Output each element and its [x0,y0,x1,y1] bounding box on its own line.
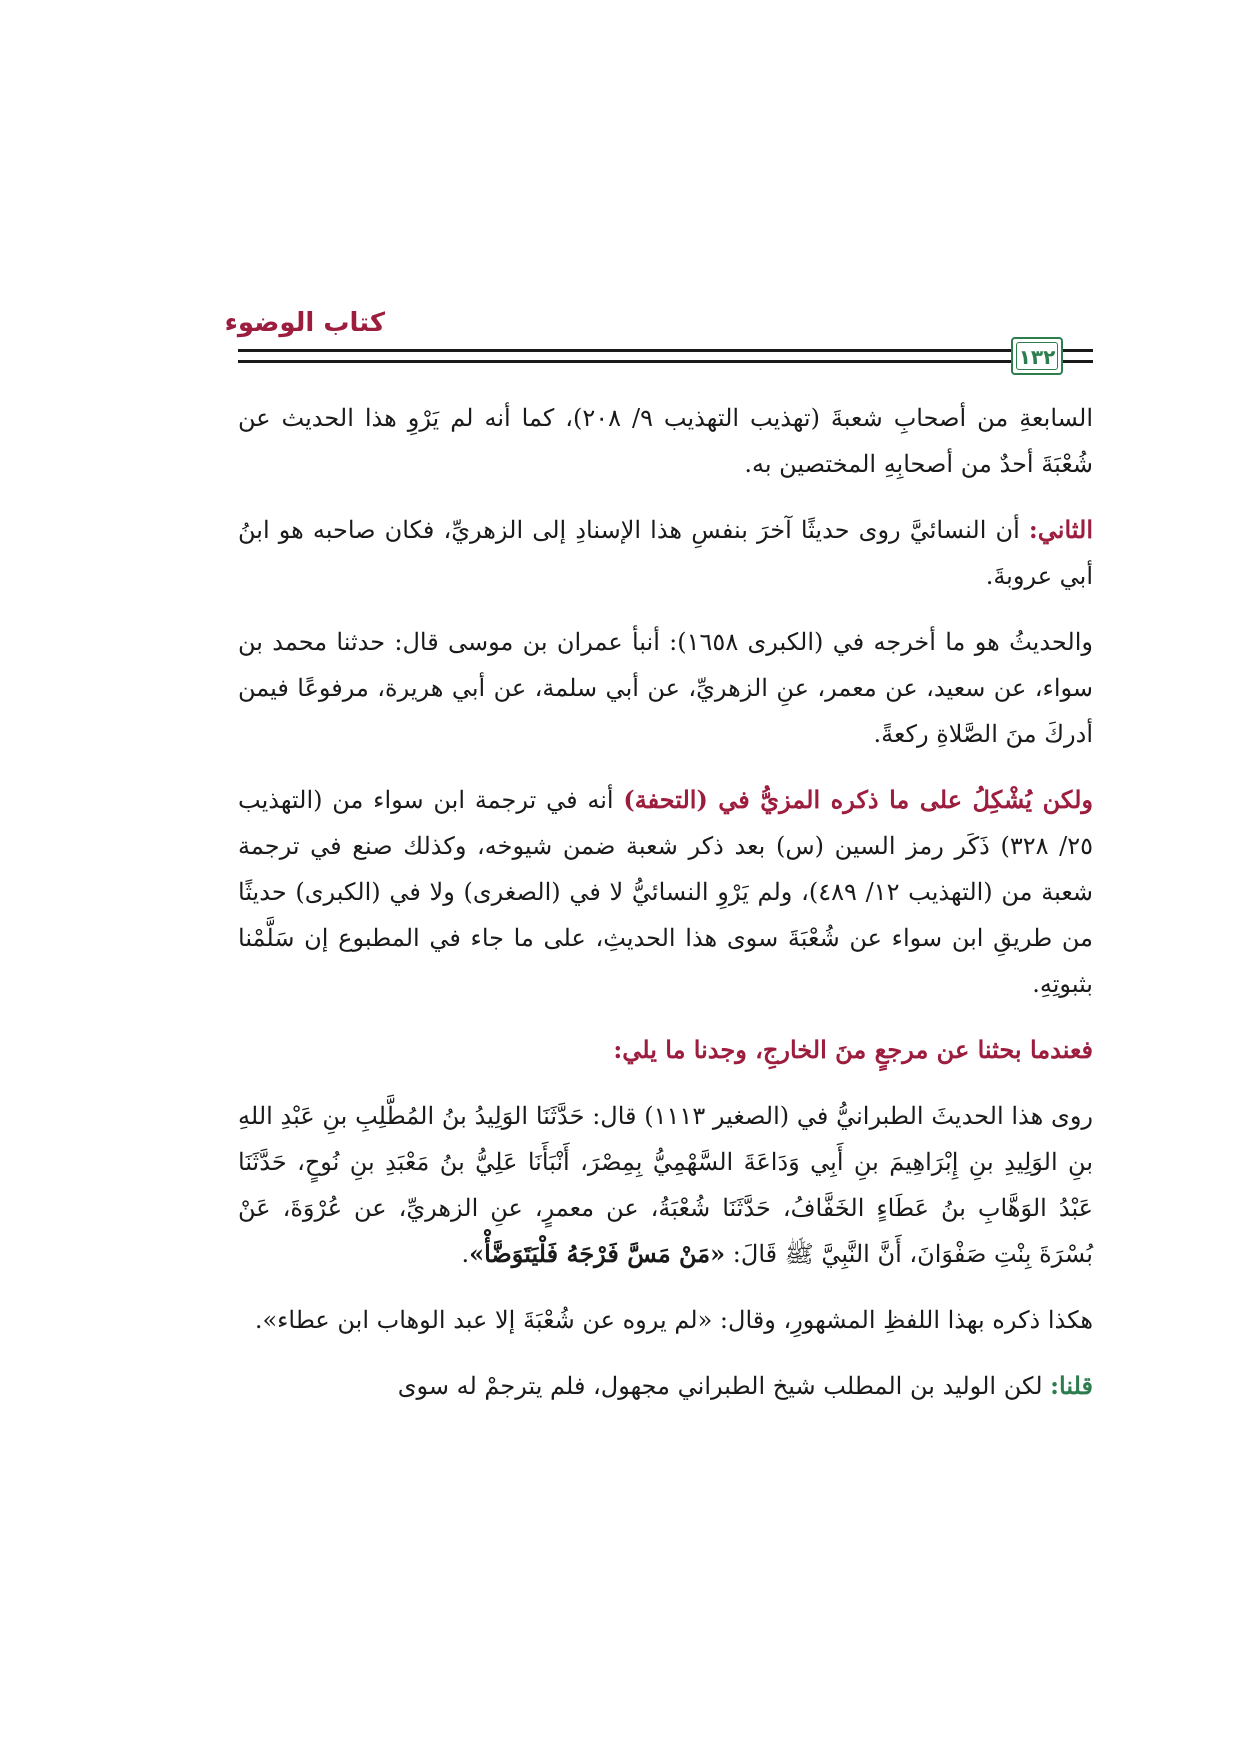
page-header [0,0,1240,410]
page-number-badge [1011,337,1063,375]
chapter-title: كتاب الوضوء [224,308,385,338]
paragraph-2-text: أن النسائيَّ روى حديثًا آخرَ بنفسِ هذا الإسنادِ إلى الزهريِّ، فكان صاحبه هو ابنُ أبي عروبةَ. [238,516,1093,590]
paragraph-3: والحديثُ هو ما أخرجه في (الكبرى ١٦٥٨): أنبأ عمران بن موسى قال: حدثنا محمد بن سواء، عن سعيد، عن معمر، عنِ الزهريِّ، عن أبي سلمة، عن أبي هريرة، مرفوعًا فيمن أدركَ منَ الصَّلاةِ ركعةً. [238,628,1093,748]
paragraph-5-end: . [461,1240,470,1268]
header-rule-bottom [238,360,1011,363]
header-rule-right-top [1063,349,1093,352]
paragraph-2 [238,507,1093,599]
paragraph-1: السابعةِ من أصحابِ شعبةَ (تهذيب التهذيب ٩/ ٢٠٨)، كما أنه لم يَرْوِ هذا الحديث عن شُعْبَةَ أحدٌ من أصحابِهِ المختصين به. [238,404,1094,478]
paragraph-7-text: لكن الوليد بن المطلب شيخ الطبراني مجهول، فلم يترجمْ له سوى [397,1372,1051,1400]
paragraph-2-label: الثاني: [1028,515,1093,544]
paragraph-4 [238,777,1093,1007]
page-body [238,395,1093,1429]
page-number: ١٣٢ [1018,345,1056,369]
paragraph-7-label: قلنا: [1050,1371,1093,1400]
section-subheading: فعندما بحثنا عن مرجعٍ منَ الخارجِ، وجدنا ما يلي: [613,1035,1093,1064]
hadith-quote: «مَنْ مَسَّ فَرْجَهُ فَلْيَتَوَضَّأْ» [469,1239,726,1268]
header-rule-right-bottom [1063,360,1093,363]
paragraph-4-label: ولكن يُشْكِلُ على ما ذكره المزيُّ في (التحفة) [623,785,1094,814]
header-rule-top [238,349,1011,352]
paragraph-6: هكذا ذكره بهذا اللفظِ المشهورِ، وقال: «لم يروه عن شُعْبَةَ إلا عبد الوهاب ابن عطاء». [254,1306,1093,1334]
paragraph-4-text: أنه في ترجمة ابن سواء من (التهذيب ٢٥/ ٣٢٨) ذَكَر رمز السين (س) بعد ذكر شعبة ضمن شيوخه، وكذلك صنع في ترجمة شعبة من (التهذيب ١٢/ ٤٨٩)، ولم يَرْوِ النسائيُّ لا في (الصغرى) ولا في (الكبرى) حديثًا من طريقِ ابن سواء عن شُعْبَةَ سوى هذا الحديثِ، على ما جاء في المطبوع إن سَلَّمْنا بثبوتِهِ. [238,786,1094,998]
paragraph-5-text: روى هذا الحديثَ الطبرانيُّ في (الصغير ١١١٣) قال: حَدَّثَنَا الوَلِيدُ بنُ المُطَّلِبِ بنِ عَبْدِ اللهِ بنِ الوَلِيدِ بنِ إِبْرَاهِيمَ بنِ أَبِي وَدَاعَةَ السَّهْمِيُّ بِمِصْرَ، أَنْبَأَنَا عَلِيُّ بنُ مَعْبَدِ بنِ نُوحٍ، حَدَّثَنَا عَبْدُ الوَهَّابِ بنُ عَطَاءٍ الخَفَّافُ، حَدَّثَنَا شُعْبَةُ، عن معمرٍ، عنِ الزهريِّ، عن عُرْوَةَ، عَنْ بُسْرَةَ بِنْتِ صَفْوَانَ، أَنَّ النَّبِيَّ ﷺ قَالَ: [238,1102,1094,1268]
paragraph-5 [238,1093,1093,1277]
paragraph-7 [238,1363,1093,1409]
